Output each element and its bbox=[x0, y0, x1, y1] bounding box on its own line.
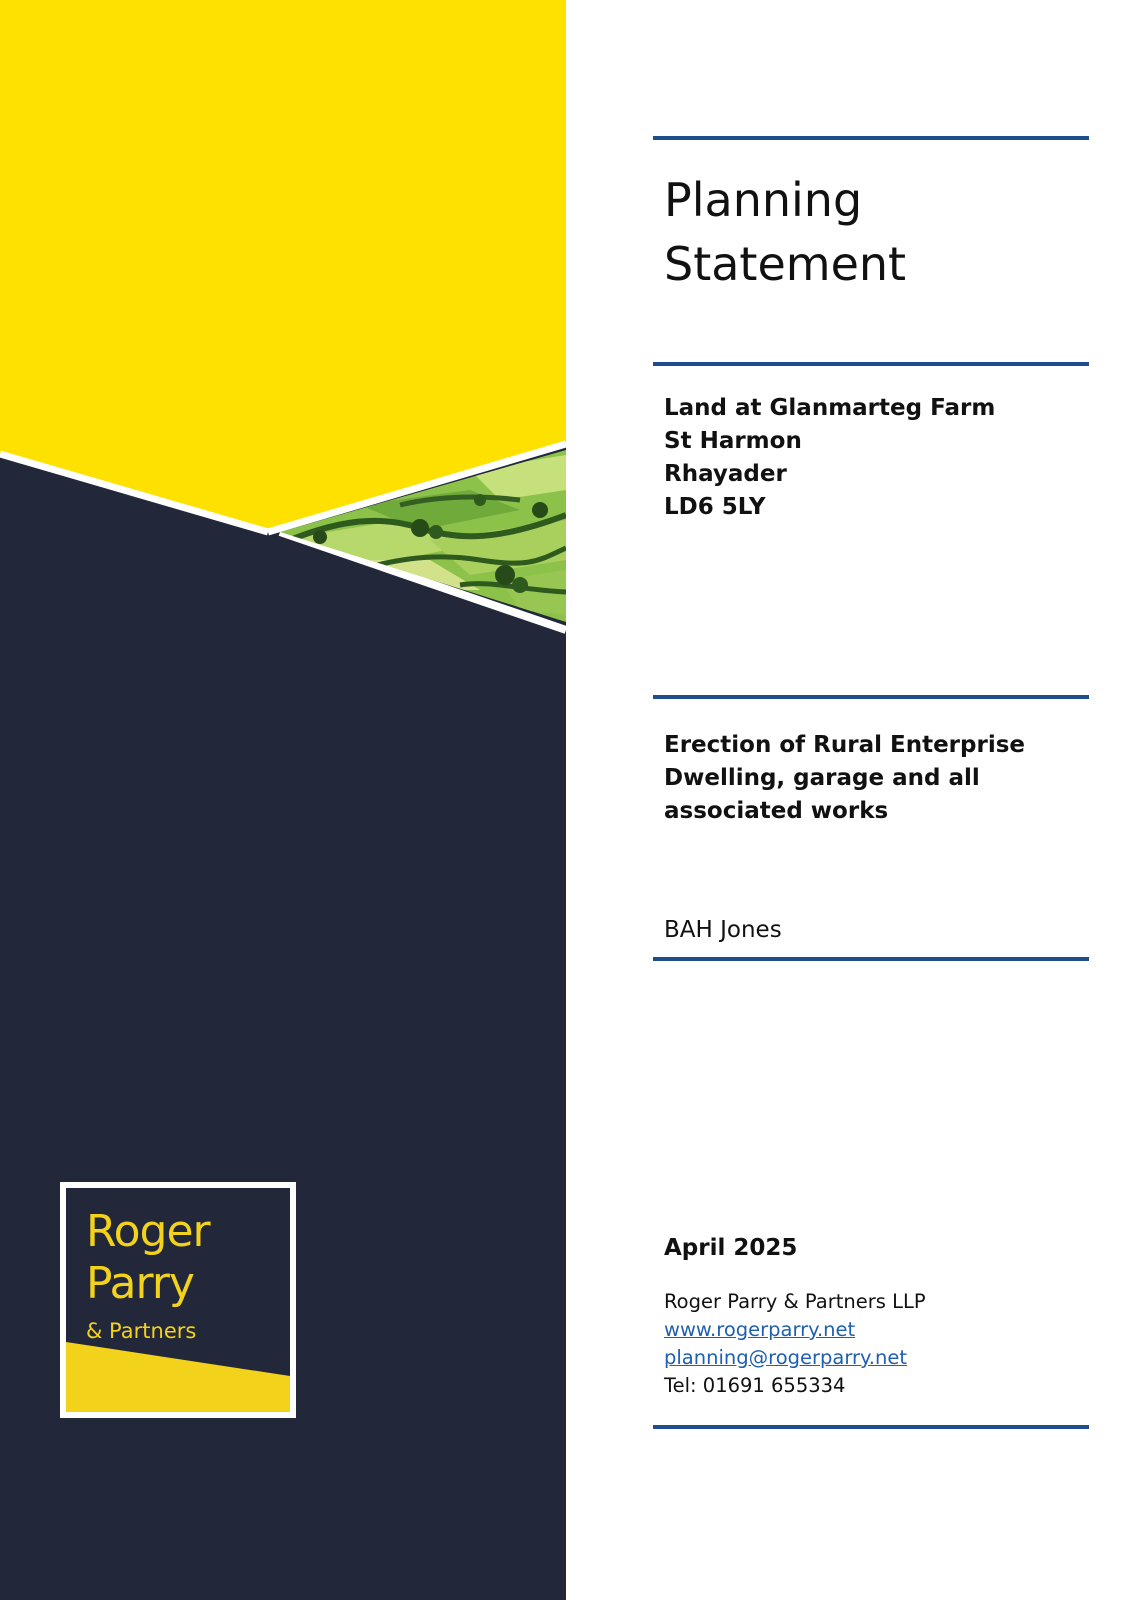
contact-details bbox=[664, 1288, 926, 1400]
document-date: April 2025 bbox=[664, 1235, 798, 1261]
proposal-line: Dwelling, garage and all bbox=[664, 765, 980, 791]
logo-line-partners: & Partners bbox=[86, 1319, 197, 1343]
logo-line-parry: Parry bbox=[86, 1258, 194, 1309]
divider-rule bbox=[653, 1425, 1089, 1429]
logo-panel bbox=[66, 1188, 290, 1412]
company-name: Roger Parry & Partners LLP bbox=[664, 1290, 926, 1313]
yellow-block bbox=[0, 0, 566, 532]
website-link[interactable]: www.rogerparry.net bbox=[664, 1318, 856, 1341]
phone-number: Tel: 01691 655334 bbox=[664, 1374, 846, 1397]
logo-yellow-wedge bbox=[66, 1342, 290, 1412]
divider-rule bbox=[653, 362, 1089, 366]
proposal-line: associated works bbox=[664, 798, 889, 824]
applicant-name: BAH Jones bbox=[664, 917, 782, 943]
company-logo bbox=[60, 1182, 296, 1418]
document-title bbox=[664, 168, 906, 296]
divider-rule bbox=[653, 136, 1089, 140]
title-line-1: Planning bbox=[664, 173, 863, 227]
divider-rule bbox=[653, 957, 1089, 961]
address-line: Rhayader bbox=[664, 461, 787, 487]
site-address bbox=[664, 392, 995, 524]
address-line: LD6 5LY bbox=[664, 494, 766, 520]
proposal-line: Erection of Rural Enterprise bbox=[664, 732, 1026, 758]
divider-rule bbox=[653, 695, 1089, 699]
address-line: Land at Glanmarteg Farm bbox=[664, 395, 996, 421]
logo-line-roger: Roger bbox=[86, 1206, 210, 1257]
address-line: St Harmon bbox=[664, 428, 802, 454]
logo-wordmark bbox=[86, 1206, 210, 1310]
title-line-2: Statement bbox=[664, 237, 907, 291]
proposal-description bbox=[664, 729, 1025, 828]
email-link[interactable]: planning@rogerparry.net bbox=[664, 1346, 908, 1369]
